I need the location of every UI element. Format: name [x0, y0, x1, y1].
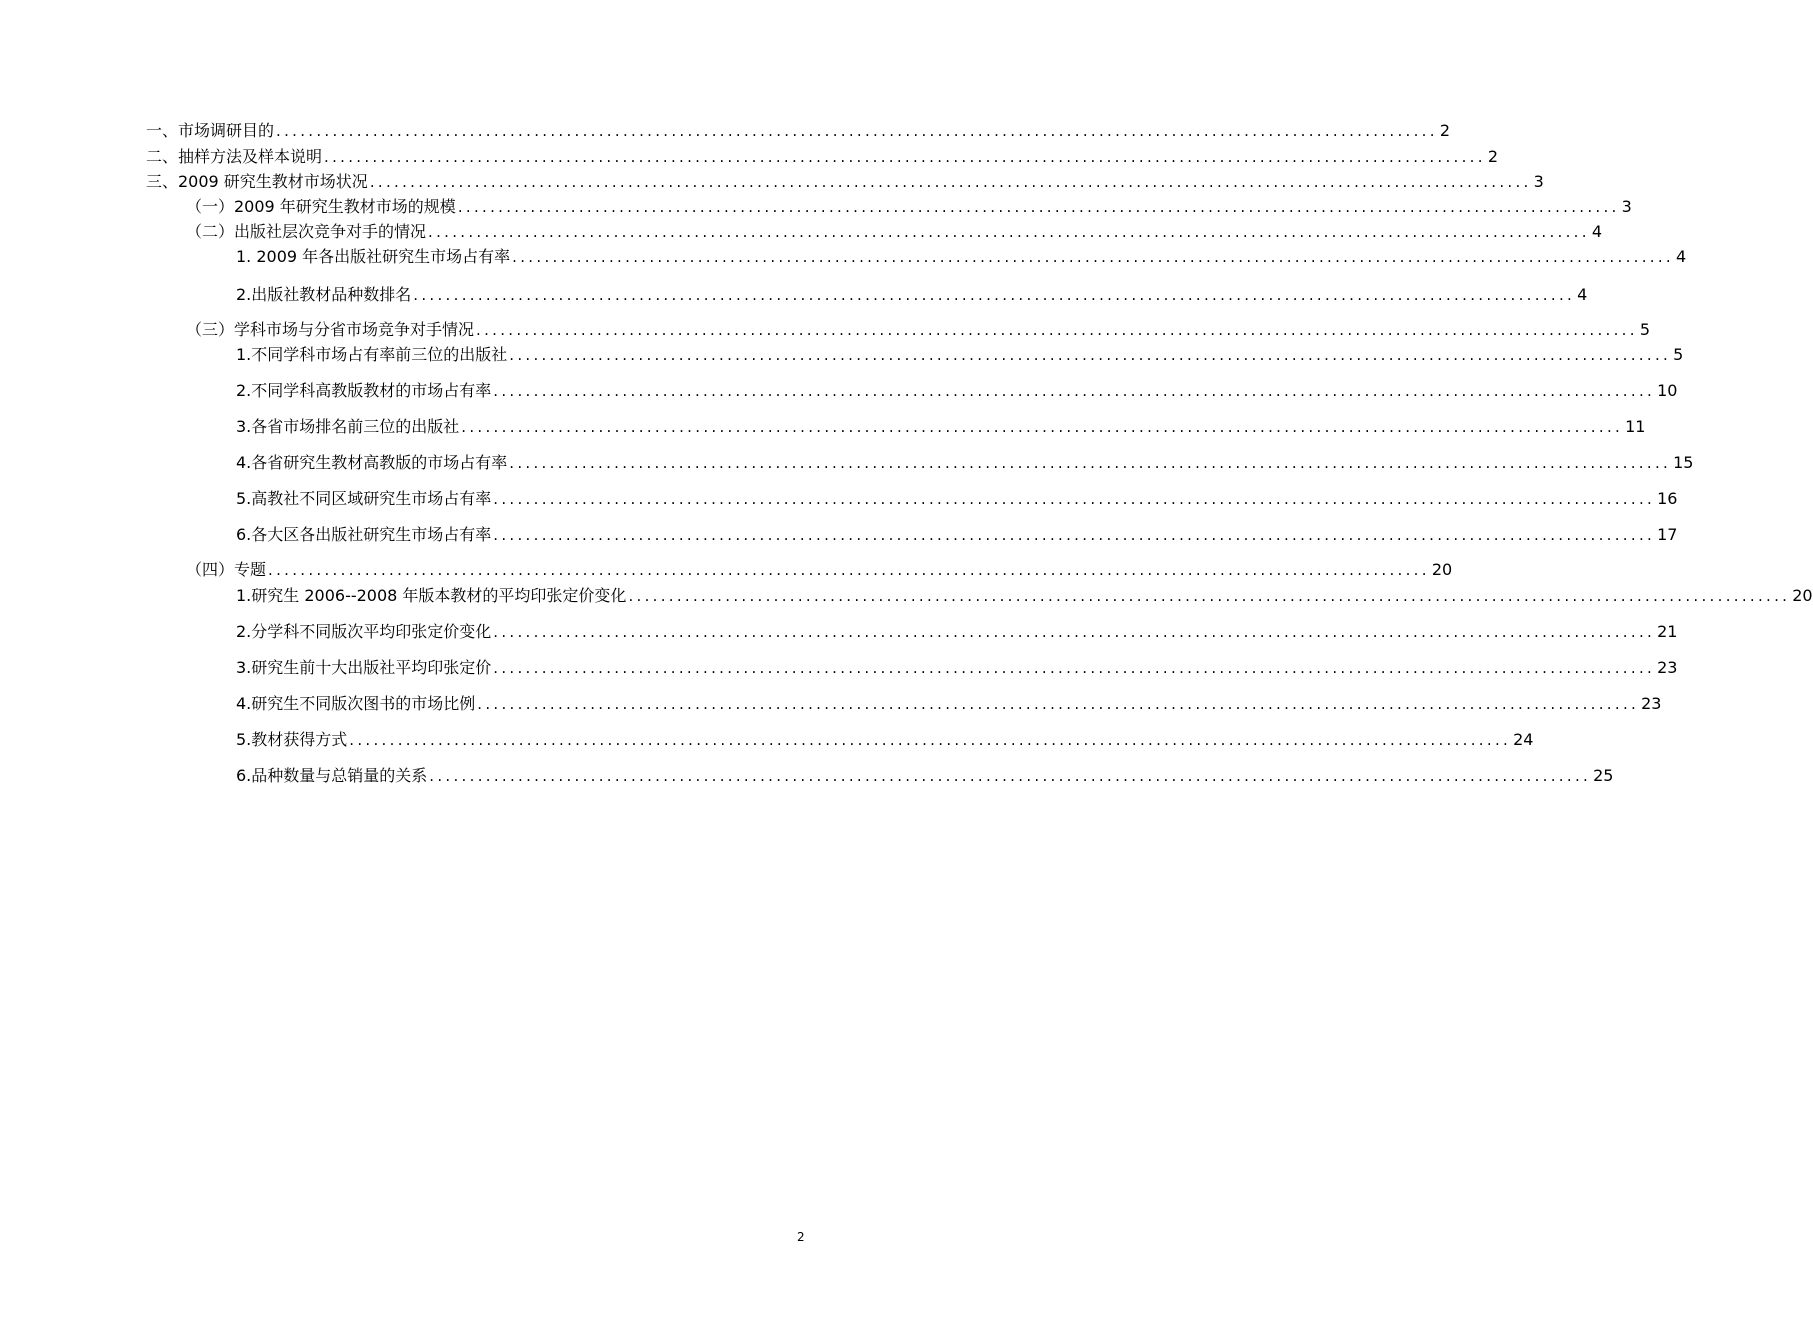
toc-entry-title: 2.不同学科高教版教材的市场占有率 [236, 381, 492, 400]
toc-dot-leader: ................................................................................................................................................ [429, 767, 1592, 785]
toc-entry-page: 24 [1513, 730, 1534, 749]
toc-entry[interactable] [236, 726, 1534, 750]
toc-entry-page: 15 [1673, 453, 1694, 472]
toc-entry[interactable] [186, 193, 1632, 217]
toc-entry[interactable] [236, 449, 1694, 473]
toc-entry-page: 23 [1657, 658, 1678, 677]
toc-entry[interactable] [236, 243, 1687, 267]
toc-entry-title: 3.各省市场排名前三位的出版社 [236, 417, 460, 436]
toc-entry-page: 10 [1657, 381, 1678, 400]
toc-entry[interactable] [236, 582, 1813, 606]
toc-entry-title: 1. 2009 年各出版社研究生市场占有率 [236, 247, 511, 266]
toc-entry-page: 4 [1591, 222, 1603, 241]
toc-entry-title: 1.研究生 2006--2008 年版本教材的平均印张定价变化 [236, 586, 627, 605]
toc-entry-title: 6.品种数量与总销量的关系 [236, 766, 428, 785]
toc-entry-page: 5 [1673, 345, 1684, 364]
toc-dot-leader: ................................................................................................................................................ [268, 561, 1430, 579]
toc-entry[interactable] [236, 762, 1614, 786]
toc-entry-title: 3.研究生前十大出版社平均印张定价 [236, 658, 492, 677]
toc-entry-page: 16 [1657, 489, 1678, 508]
toc-dot-leader: ................................................................................................................................................ [476, 321, 1638, 339]
toc-entry[interactable] [146, 168, 1544, 192]
toc-entry[interactable] [186, 316, 1651, 340]
toc-entry-page: 3 [1533, 172, 1544, 191]
toc-entry-title: 1.不同学科市场占有率前三位的出版社 [236, 345, 508, 364]
toc-dot-leader: ................................................................................................................................................ [369, 173, 1532, 191]
toc-entry[interactable] [186, 218, 1603, 242]
toc-dot-leader: ................................................................................................................................................ [461, 418, 1624, 436]
toc-dot-leader: ................................................................................................................................................ [512, 248, 1674, 266]
toc-dot-leader: ................................................................................................................................................ [493, 526, 1656, 544]
toc-entry[interactable] [186, 556, 1453, 580]
toc-dot-leader: ................................................................................................................................................ [628, 587, 1791, 605]
toc-entry-page: 2 [1487, 147, 1499, 166]
page-number: 2 [797, 1230, 805, 1244]
toc-entry-title: （四）专题 [186, 560, 267, 579]
toc-entry-title: 5.教材获得方式 [236, 730, 348, 749]
toc-dot-leader: ................................................................................................................................................ [324, 148, 1486, 166]
toc-entry[interactable] [236, 690, 1662, 714]
toc-entry-page: 2 [1439, 121, 1451, 140]
toc-entry[interactable] [236, 618, 1678, 642]
toc-entry[interactable] [146, 143, 1499, 167]
toc-entry-title: （二）出版社层次竞争对手的情况 [186, 222, 427, 241]
toc-entry[interactable] [236, 341, 1684, 365]
toc-dot-leader: ................................................................................................................................................ [493, 659, 1656, 677]
toc-entry-page: 20 [1431, 560, 1453, 579]
toc-dot-leader: ................................................................................................................................................ [493, 490, 1656, 508]
toc-dot-leader: ................................................................................................................................................ [477, 695, 1640, 713]
toc-entry-title: 二、抽样方法及样本说明 [146, 147, 323, 166]
toc-entry[interactable] [236, 377, 1678, 401]
toc-entry[interactable] [236, 281, 1588, 305]
toc-entry[interactable] [236, 413, 1646, 437]
toc-dot-leader: ................................................................................................................................................ [428, 223, 1590, 241]
toc-entry-page: 21 [1657, 622, 1678, 641]
toc-entry-page: 25 [1593, 766, 1614, 785]
toc-entry-title: 2.分学科不同版次平均印张定价变化 [236, 622, 492, 641]
toc-entry[interactable] [236, 485, 1678, 509]
toc-entry-title: 三、2009 研究生教材市场状况 [146, 172, 368, 191]
toc-dot-leader: ................................................................................................................................................ [493, 382, 1656, 400]
toc-entry-title: （一）2009 年研究生教材市场的规模 [186, 197, 456, 216]
toc-entry-title: 5.高教社不同区域研究生市场占有率 [236, 489, 492, 508]
toc-dot-leader: ................................................................................................................................................ [509, 346, 1672, 364]
toc-entry-page: 20 [1792, 586, 1813, 605]
toc-entry-title: 一、市场调研目的 [146, 121, 275, 140]
toc-dot-leader: ................................................................................................................................................ [457, 198, 1620, 216]
toc-entry-page: 4 [1675, 247, 1687, 266]
toc-entry-title: 4.各省研究生教材高教版的市场占有率 [236, 453, 508, 472]
toc-entry-page: 3 [1621, 197, 1632, 216]
toc-entry-title: （三）学科市场与分省市场竞争对手情况 [186, 320, 475, 339]
toc-entry-page: 23 [1641, 694, 1662, 713]
toc-entry-title: 4.研究生不同版次图书的市场比例 [236, 694, 476, 713]
toc-dot-leader: ................................................................................................................................................ [276, 122, 1438, 140]
toc-entry[interactable] [236, 654, 1678, 678]
toc-entry[interactable] [146, 117, 1451, 141]
toc-dot-leader: ................................................................................................................................................ [413, 286, 1576, 304]
toc-dot-leader: ................................................................................................................................................ [493, 623, 1656, 641]
toc-entry-page: 11 [1625, 417, 1646, 436]
toc-entry-title: 6.各大区各出版社研究生市场占有率 [236, 525, 492, 544]
toc-dot-leader: ................................................................................................................................................ [349, 731, 1512, 749]
toc-entry-title: 2.出版社教材品种数排名 [236, 285, 412, 304]
toc-entry-page: 4 [1577, 285, 1588, 304]
toc-entry-page: 17 [1657, 525, 1678, 544]
toc-dot-leader: ................................................................................................................................................ [509, 454, 1672, 472]
toc-entry-page: 5 [1639, 320, 1651, 339]
toc-entry[interactable] [236, 521, 1678, 545]
